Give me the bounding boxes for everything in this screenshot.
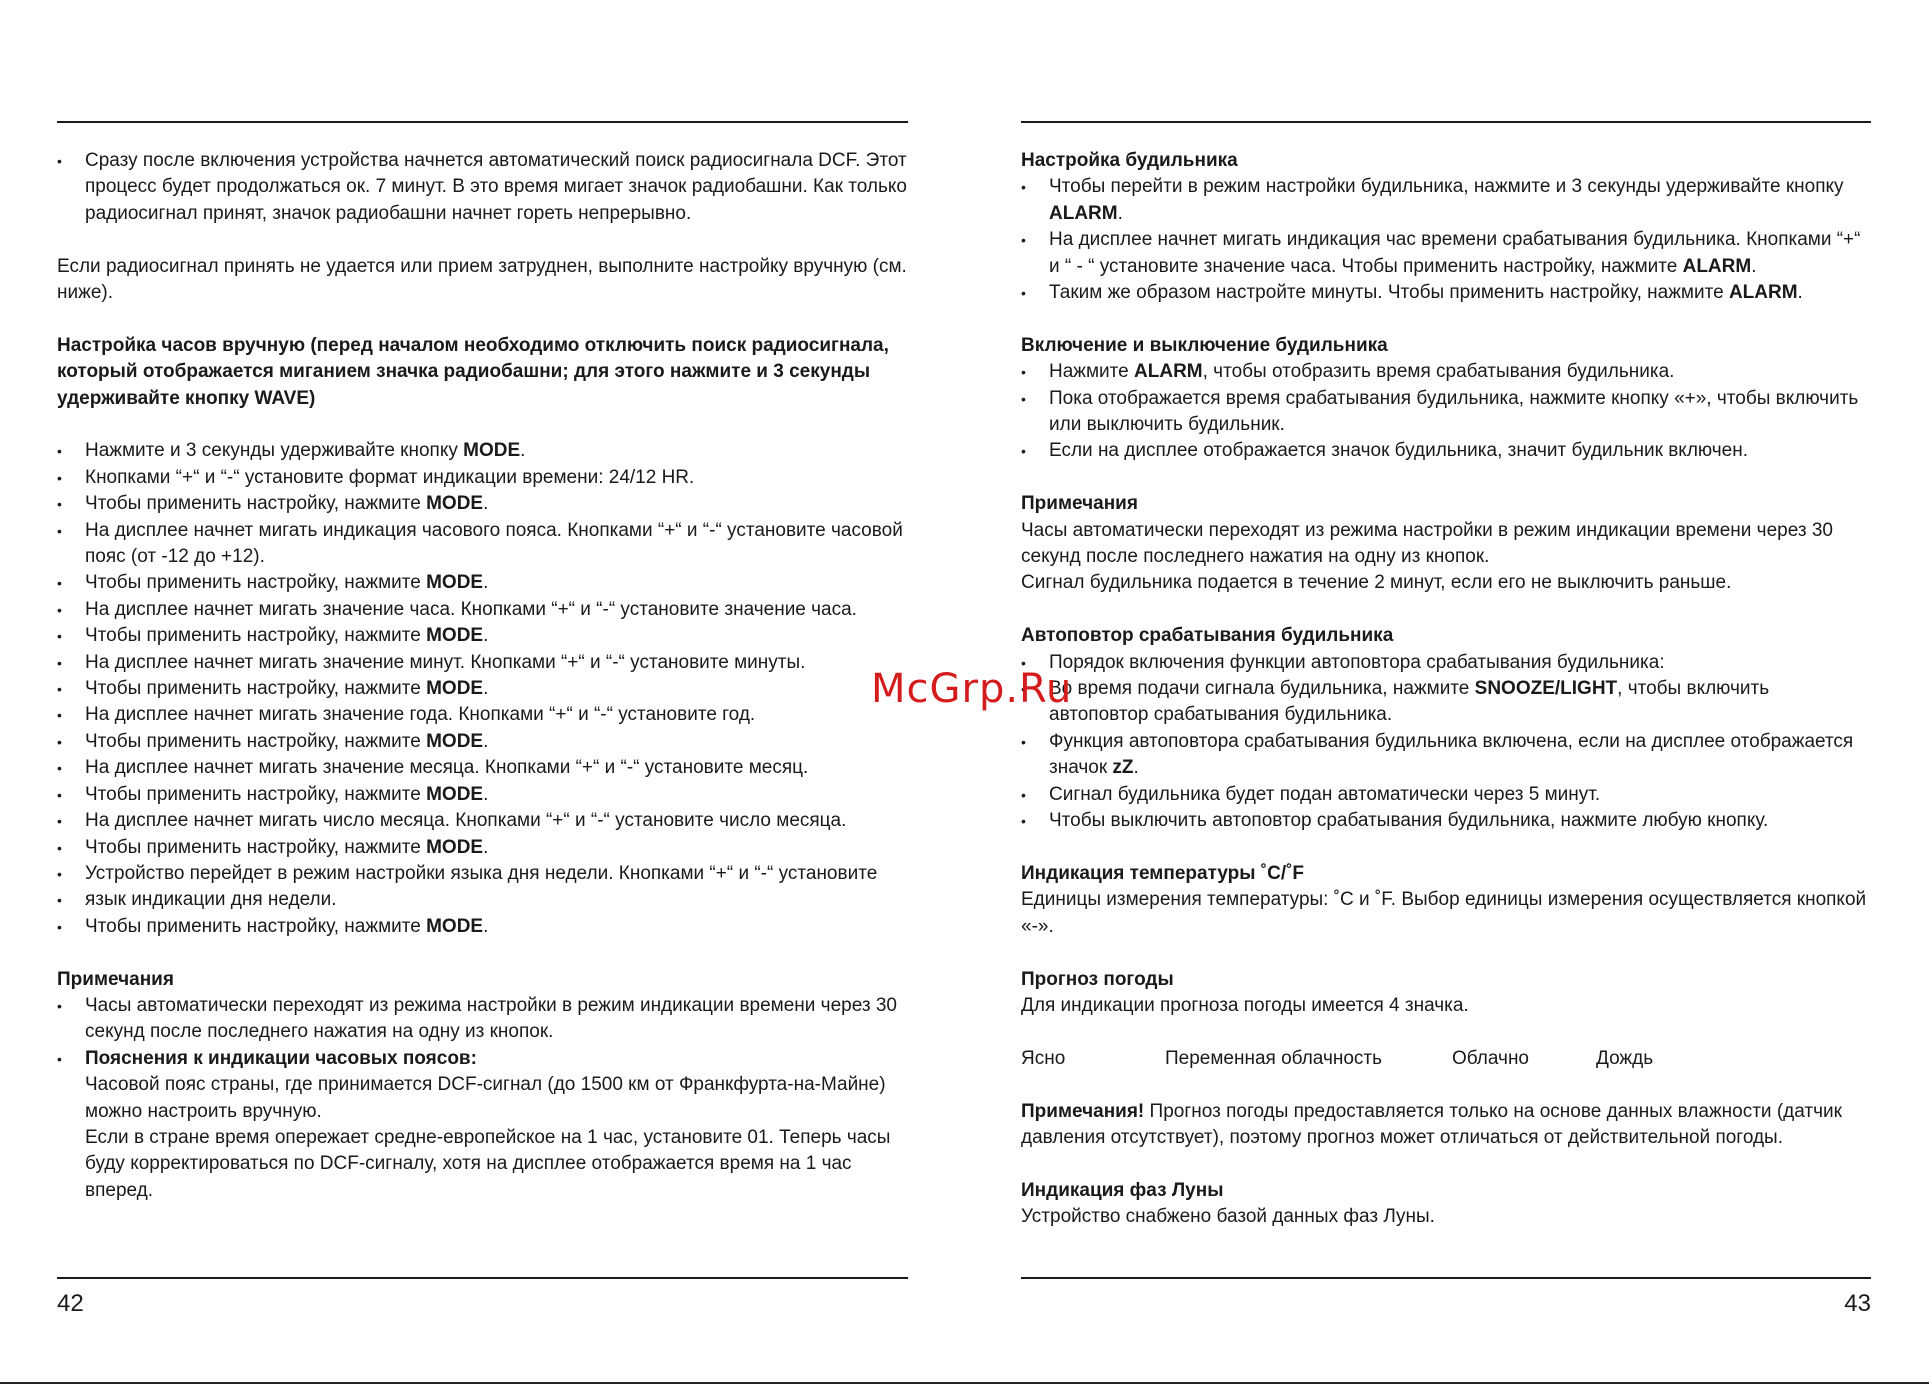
right-page — [1021, 0, 1871, 1384]
button-name: ALARM — [1134, 361, 1203, 383]
manual-step-item: • Чтобы применить настройку, нажмите MODE. — [57, 835, 908, 861]
notes-heading: Примечания — [57, 968, 174, 990]
weather-icons-row — [1021, 1046, 1871, 1072]
watermark: McGrp.Ru — [871, 666, 1073, 712]
top-rule — [1021, 121, 1871, 123]
manual-step-item: • На дисплее начнет мигать индикация часового пояса. Кнопками “+“ и “-“ установите часовой пояс (от -12 до +12). — [57, 518, 908, 571]
left-page — [57, 0, 908, 1384]
manual-step-item: • Устройство перейдет в режим настройки языка дня недели. Кнопками “+“ и “-“ установите — [57, 861, 908, 887]
left-page-content — [57, 148, 908, 1204]
manual-step-item: • Чтобы применить настройку, нажмите MODE. — [57, 570, 908, 596]
forecast-text: Для индикации прогноза погоды имеется 4 значка. — [1021, 994, 1469, 1016]
manual-step-item: • язык индикации дня недели. — [57, 887, 908, 913]
page-number: 43 — [1844, 1290, 1871, 1317]
top-rule — [57, 121, 908, 123]
alarm-onoff-heading: Включение и выключение будильника — [1021, 334, 1388, 356]
snooze-item: • Сигнал будильника будет подан автоматически через 5 минут. — [1021, 782, 1871, 808]
bottom-rule — [57, 1277, 908, 1279]
button-name: MODE — [426, 572, 484, 594]
button-name: zZ — [1112, 757, 1134, 779]
page-number: 42 — [57, 1290, 84, 1317]
button-name: MODE — [463, 440, 521, 462]
alarm-setup-item: • На дисплее начнет мигать индикация час времени срабатывания будильника. Кнопками “+“ и “ - “ установите значение часа. Чтобы применить настройку, нажмите ALARM. — [1021, 227, 1871, 280]
manual-step-item: • На дисплее начнет мигать значение месяца. Кнопками “+“ и “-“ установите месяц. — [57, 755, 908, 781]
button-name: MODE — [426, 836, 484, 858]
button-name: MODE — [426, 783, 484, 805]
snooze-item: • Порядок включения функции автоповтора срабатывания будильника: — [1021, 650, 1871, 676]
snooze-item: • Функция автоповтора срабатывания будильника включена, если на дисплее отображается значок zZ. — [1021, 729, 1871, 782]
manual-setup-heading: Настройка часов вручную (перед началом необходимо отключить поиск радиосигнала, который отображается миганием значка радиобашни; для этого нажмите и 3 секунды удерживайте кнопку WAVE) — [57, 334, 889, 409]
snooze-item: • Во время подачи сигнала будильника, нажмите SNOOZE/LIGHT, чтобы включить автоповтор срабатывания будильника. — [1021, 676, 1871, 729]
alarm-setup-heading: Настройка будильника — [1021, 150, 1238, 171]
weather-label-rain: Дождь — [1596, 1047, 1654, 1069]
manual-step-item: • На дисплее начнет мигать значение часа. Кнопками “+“ и “-“ установите значение часа. — [57, 597, 908, 623]
manual-step-item: • На дисплее начнет мигать значение года. Кнопками “+“ и “-“ установите год. — [57, 702, 908, 728]
manual-step-item: • На дисплее начнет мигать число месяца. Кнопками “+“ и “-“ установите число месяца. — [57, 808, 908, 834]
weather-label-cloudy: Облачно — [1452, 1047, 1530, 1069]
button-name: SNOOZE/LIGHT — [1474, 678, 1618, 700]
alarm-setup-list — [1021, 174, 1871, 306]
temperature-text: Единицы измерения температуры: ˚C и ˚F. Выбор единицы измерения осуществляется кнопкой «-». — [1021, 889, 1867, 937]
button-name: ALARM — [1682, 255, 1752, 277]
timezone-note-paragraph: Если в стране время опережает средне-европейское на 1 час, установите 01. Теперь часы буду корректироваться по DCF-сигналу, хотя на дисплее отображается время на 1 час вперед. — [85, 1126, 891, 1201]
right-page-content — [1021, 148, 1871, 1231]
snooze-item: • Чтобы выключить автоповтор срабатывания будильника, нажмите любую кнопку. — [1021, 808, 1871, 834]
alarm-onoff-item: • Нажмите ALARM, чтобы отобразить время срабатывания будильника. — [1021, 359, 1871, 385]
button-name: MODE — [426, 625, 484, 647]
alarm-onoff-list — [1021, 359, 1871, 465]
snooze-heading: Автоповтор срабатывания будильника — [1021, 625, 1394, 647]
intro-list — [57, 148, 908, 227]
manual-step-item: • Чтобы применить настройку, нажмите MODE. — [57, 623, 908, 649]
manual-step-item: • Чтобы применить настройку, нажмите MODE. — [57, 729, 908, 755]
weather-label-clear: Ясно — [1021, 1047, 1066, 1069]
notes-list — [57, 993, 908, 1204]
manual-step-item: • Чтобы применить настройку, нажмите MODE. — [57, 914, 908, 940]
moon-phase-heading: Индикация фаз Луны — [1021, 1179, 1224, 1201]
manual-hint: Если радиосигнал принять не удается или прием затруднен, выполните настройку вручную (см. ниже). — [57, 255, 907, 304]
temperature-heading: Индикация температуры ˚C/˚F — [1021, 862, 1305, 884]
timezone-note-heading: Пояснения к индикации часовых поясов: — [85, 1047, 477, 1069]
manual-step-item: • Чтобы применить настройку, нажмите MODE. — [57, 491, 908, 517]
alarm-onoff-item: • Если на дисплее отображается значок будильника, значит будильник включен. — [1021, 438, 1871, 464]
alarm-setup-item: • Чтобы перейти в режим настройки будильника, нажмите и 3 секунды удерживайте кнопку ALARM. — [1021, 174, 1871, 227]
snooze-list — [1021, 650, 1871, 835]
bottom-rule — [1021, 1277, 1871, 1279]
warning-label: Примечания! — [1021, 1100, 1145, 1122]
moon-phase-text: Устройство снабжено базой данных фаз Луны. — [1021, 1206, 1435, 1228]
button-name: MODE — [426, 730, 484, 752]
weather-label-partly-cloudy: Переменная облачность — [1165, 1047, 1382, 1069]
note-item — [57, 1046, 908, 1204]
manual-step-item: • Кнопками “+“ и “-“ установите формат индикации времени: 24/12 HR. — [57, 465, 908, 491]
forecast-heading: Прогноз погоды — [1021, 968, 1174, 990]
manual-step-item: • На дисплее начнет мигать значение минут. Кнопками “+“ и “-“ установите минуты. — [57, 650, 908, 676]
timezone-note-paragraph: Часовой пояс страны, где принимается DCF-сигнал (до 1500 км от Франкфурта-на-Майне) можно настроить вручную. — [85, 1074, 886, 1122]
notes-text: Сигнал будильника подается в течение 2 минут, если его не выключить раньше. — [1021, 572, 1732, 594]
button-name: MODE — [426, 678, 484, 700]
note-item: • Часы автоматически переходят из режима настройки в режим индикации времени через 30 секунд после последнего нажатия на одну из кнопок. — [57, 993, 908, 1046]
button-name: ALARM — [1049, 202, 1118, 224]
button-name: MODE — [426, 493, 484, 515]
button-name: MODE — [426, 915, 484, 937]
alarm-setup-item: • Таким же образом настройте минуты. Чтобы применить настройку, нажмите ALARM. — [1021, 280, 1871, 306]
manual-steps-list — [57, 438, 908, 940]
warning-text: Прогноз погоды предоставляется только на основе данных влажности (датчик давления отсутствует), поэтому прогноз может отличаться от действительной погоды. — [1021, 1100, 1842, 1148]
manual-step-item: • Нажмите и 3 секунды удерживайте кнопку MODE. — [57, 438, 908, 464]
forecast-warning — [1021, 1099, 1871, 1152]
notes-heading: Примечания — [1021, 493, 1138, 515]
manual-step-item: • Чтобы применить настройку, нажмите MODE. — [57, 676, 908, 702]
notes-text: Часы автоматически переходят из режима настройки в режим индикации времени через 30 секунд после последнего нажатия на одну из кнопок. — [1021, 519, 1833, 568]
button-name: ALARM — [1728, 282, 1798, 304]
alarm-onoff-item: • Пока отображается время срабатывания будильника, нажмите кнопку «+», чтобы включить или выключить будильник. — [1021, 386, 1871, 439]
manual-step-item: • Чтобы применить настройку, нажмите MODE. — [57, 782, 908, 808]
intro-bullet: • Сразу после включения устройства начнется автоматический поиск радиосигнала DCF. Этот процесс будет продолжаться ок. 7 минут. В это время мигает значок радиобашни. Как только радиосигнал принят, значок радиобашни начнет гореть непрерывно. — [57, 148, 908, 227]
